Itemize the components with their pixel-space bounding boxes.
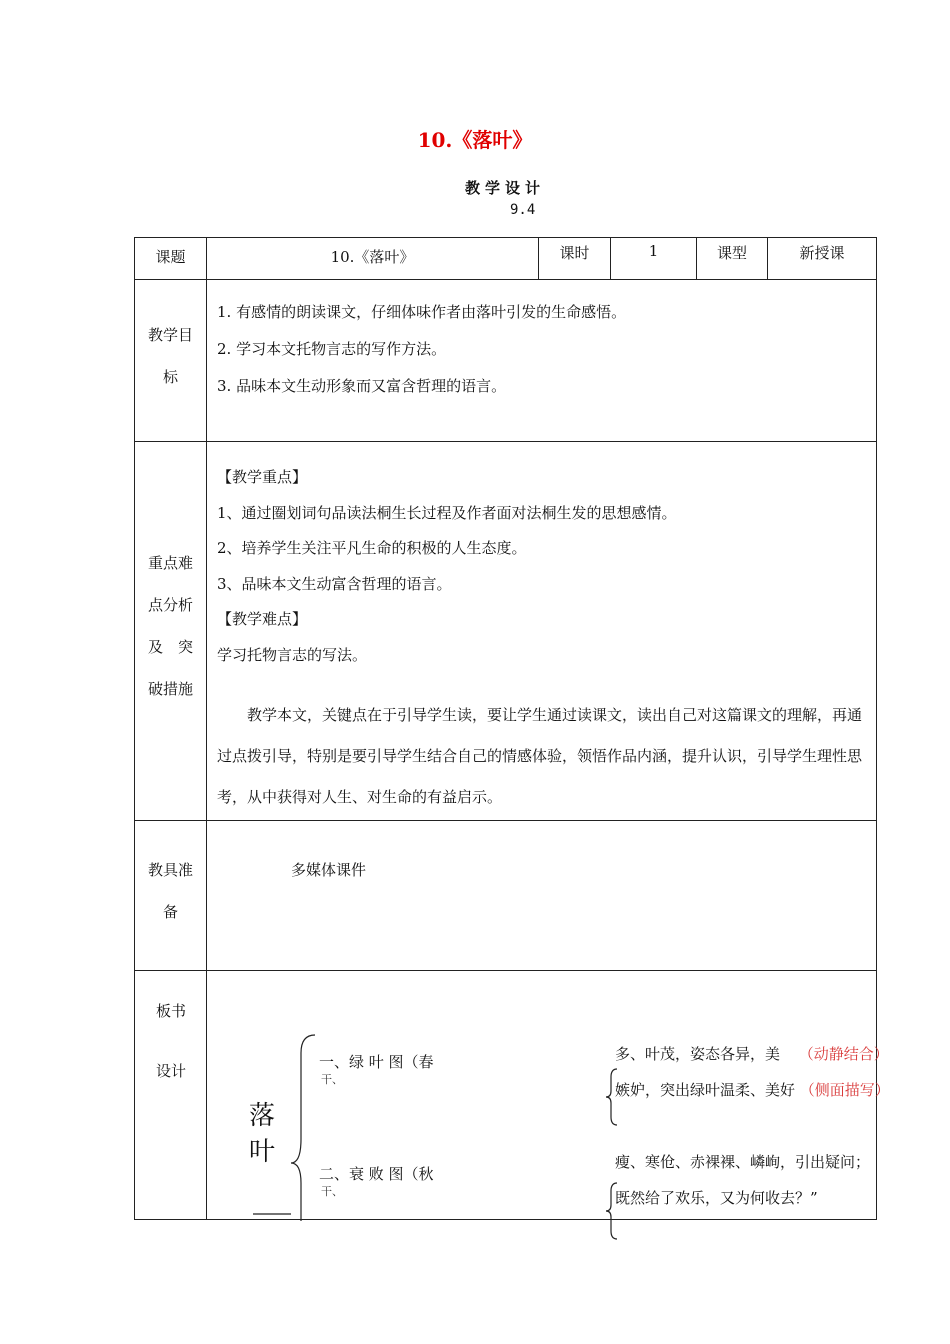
- document-title: 10.《落叶》: [417, 128, 533, 152]
- document-subtitle: 教学设计: [464, 179, 545, 197]
- item2-stub: 干、: [321, 1185, 343, 1198]
- goals-row: [135, 280, 877, 442]
- difficulty-text: 学习托物言志的写法。: [217, 645, 368, 664]
- item2-line2: 既然给了欢乐，又为何收去？”: [615, 1189, 818, 1207]
- focus-label: [135, 442, 207, 821]
- subject-label: 课题: [135, 238, 207, 280]
- tools-row: [135, 821, 877, 971]
- info-row: [135, 238, 877, 280]
- key-item: 1、通过圈划词句品读法桐生长过程及作者面对法桐生发的思想感情。: [217, 503, 677, 522]
- item1-line2: [615, 1079, 890, 1100]
- period-value: 1: [611, 238, 697, 280]
- item1-line1-text: 多、叶茂，姿态各异，美: [615, 1045, 781, 1063]
- item1-title: 一、绿 叶 图（春: [319, 1053, 434, 1071]
- type-value: 新授课: [768, 238, 877, 280]
- goals-label-line2: 标: [162, 368, 178, 386]
- focus-label-line: 破措施: [147, 680, 193, 698]
- item1-stub: 干、: [321, 1073, 343, 1086]
- focus-row: [135, 442, 877, 821]
- focus-label-line: 重点难: [147, 554, 193, 572]
- goal-item: 1. 有感情的朗读课文，仔细体味作者由落叶引发的生命感悟。: [217, 303, 627, 321]
- tools-label: [135, 821, 207, 971]
- focus-label-line: 及 突: [147, 638, 193, 656]
- period-label: 课时: [539, 238, 611, 280]
- item1-note2: （侧面描写）: [799, 1081, 890, 1099]
- board-big-char: 叶: [249, 1137, 276, 1167]
- goals-label-line1: 教学目: [147, 326, 193, 344]
- item1-note1: （动静结合）: [798, 1045, 889, 1063]
- item1-line2-text: 嫉妒，突出绿叶温柔、美好: [615, 1081, 796, 1099]
- goals-label: [135, 280, 207, 442]
- item2-title: 二、衰 败 图（秋: [319, 1165, 434, 1183]
- base-rule: [253, 1209, 293, 1219]
- type-label: 课型: [697, 238, 768, 280]
- lesson-plan-table: [134, 237, 890, 1220]
- goal-item: 2. 学习本文托物言志的写作方法。: [217, 340, 447, 358]
- board-design: [135, 971, 890, 1219]
- main-brace: [291, 1035, 315, 1221]
- goals-content: [207, 280, 877, 442]
- key-item: 3、品味本文生动富含哲理的语言。: [217, 574, 452, 593]
- subject-value: 10.《落叶》: [207, 238, 539, 280]
- item1-line1: [615, 1043, 889, 1064]
- board-big-char: 落: [249, 1101, 276, 1131]
- tools-content: 多媒体课件: [207, 821, 877, 971]
- key-item: 2、培养学生关注平凡生命的积极的人生态度。: [217, 539, 527, 557]
- goal-item: 3. 品味本文生动形象而又富含哲理的语言。: [217, 377, 507, 395]
- approach-paragraph: 教学本文，关键点在于引导学生读，要让学生通过读课文，读出自己对这篇课文的理解，再通过点拨引导，特别是要引导学生结合自己的情感体验，领悟作品内涵，提升认识，引导学生理性思考，从中获得对人生、对生命的有益启示。: [217, 706, 863, 806]
- tools-label-line2: 备: [162, 903, 178, 921]
- difficulty-heading: 【教学难点】: [217, 610, 308, 628]
- board-content: [207, 971, 890, 1220]
- board-label-line2: 设计: [155, 1062, 186, 1080]
- key-heading: 【教学重点】: [217, 468, 308, 486]
- focus-content: [207, 442, 877, 821]
- document-date: 9.4: [510, 202, 536, 218]
- item2-line1: 瘦、寒伧、赤裸裸、嶙峋，引出疑问；: [615, 1153, 871, 1171]
- tools-label-line1: 教具准: [147, 861, 193, 879]
- focus-label-line: 点分析: [147, 596, 193, 614]
- board-label-line1: 板书: [155, 1002, 186, 1020]
- board-row: [135, 971, 877, 1220]
